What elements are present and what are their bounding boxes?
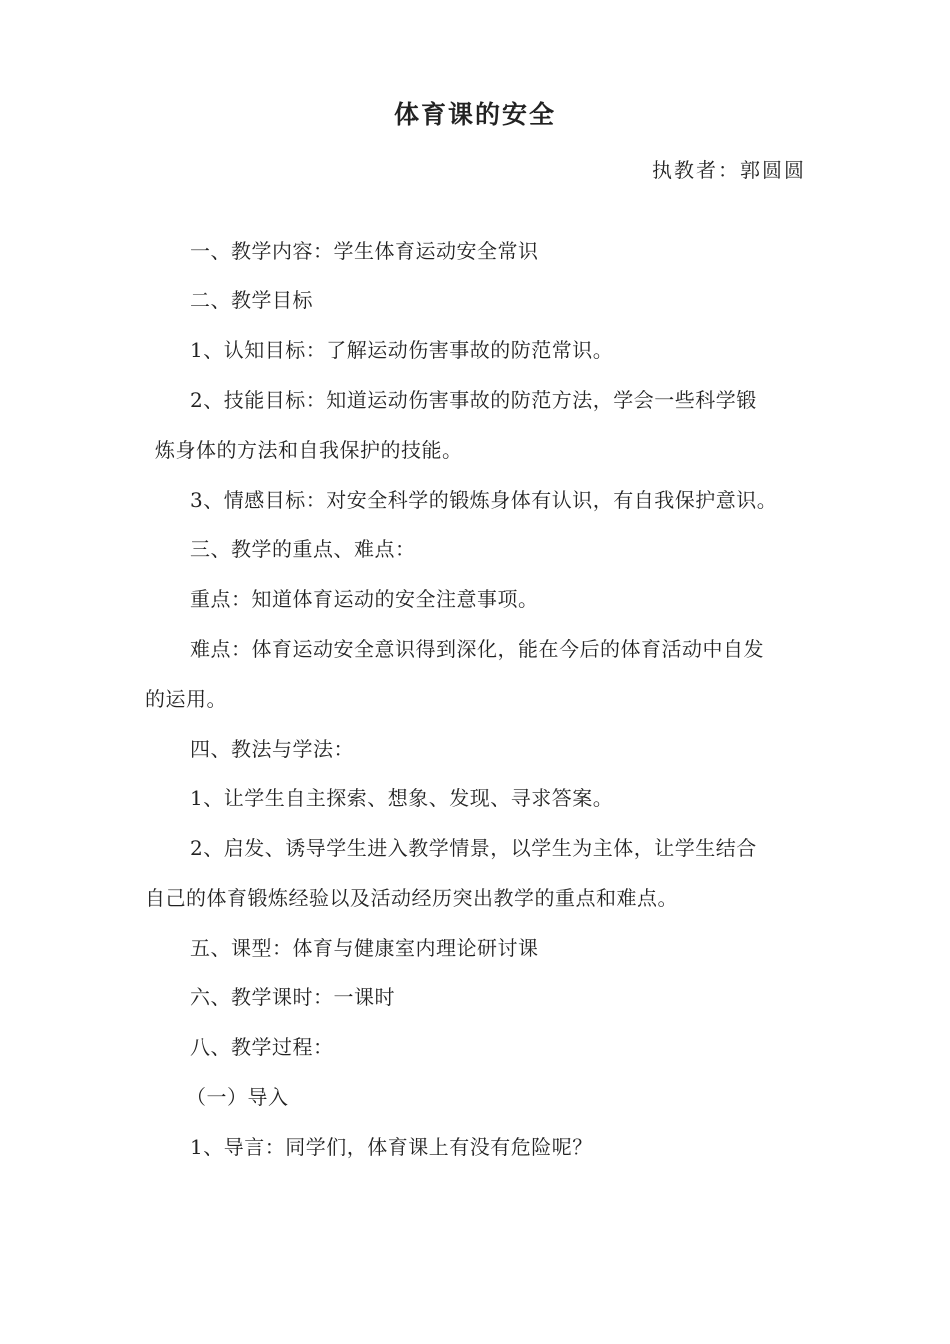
goal-emotional: 3、情感目标：对安全科学的锻炼身体有认识，有自我保护意识。 <box>190 488 778 512</box>
section-teaching-process: 八、教学过程： <box>190 1035 334 1059</box>
method-one: 1、让学生自主探索、想象、发现、寻求答案。 <box>190 786 614 810</box>
section-teaching-goals: 二、教学目标 <box>190 288 313 312</box>
goal-skill-continued: 炼身体的方法和自我保护的技能。 <box>155 438 463 462</box>
difficult-point-continued: 的运用。 <box>145 687 227 711</box>
author-line: 执教者：郭圆圆 <box>652 158 806 182</box>
difficult-point: 难点：体育运动安全意识得到深化，能在今后的体育活动中自发 <box>190 637 764 661</box>
method-two: 2、启发、诱导学生进入教学情景，以学生为主体，让学生结合 <box>190 836 757 860</box>
section-lesson-type: 五、课型：体育与健康室内理论研讨课 <box>190 936 539 960</box>
goal-cognitive: 1、认知目标：了解运动伤害事故的防范常识。 <box>190 338 614 362</box>
key-point: 重点：知道体育运动的安全注意事项。 <box>190 587 539 611</box>
section-key-points: 三、教学的重点、难点： <box>190 537 416 561</box>
section-lesson-hours: 六、教学课时：一课时 <box>190 985 395 1009</box>
section-methods: 四、教法与学法： <box>190 737 354 761</box>
goal-skill: 2、技能目标：知道运动伤害事故的防范方法，学会一些科学锻 <box>190 388 757 412</box>
introduction-remark: 1、导言：同学们，体育课上有没有危险呢？ <box>190 1135 593 1159</box>
method-two-continued: 自己的体育锻炼经验以及活动经历突出教学的重点和难点。 <box>145 886 678 910</box>
document-title: 体育课的安全 <box>393 100 556 129</box>
subsection-introduction: （一）导入 <box>186 1085 289 1109</box>
section-teaching-content: 一、教学内容：学生体育运动安全常识 <box>190 239 539 263</box>
